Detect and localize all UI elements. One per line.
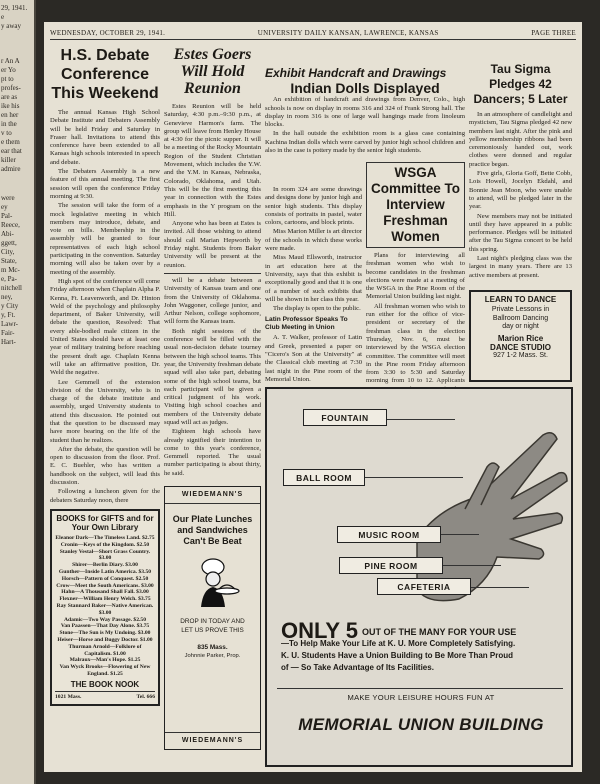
book-nook-ad <box>50 509 160 706</box>
wiedemanns-cta-2: LET US PROVE THIS <box>181 626 244 634</box>
wiedemanns-cta-1: DROP IN TODAY AND <box>180 617 245 625</box>
tau-sigma-headline: Tau Sigma Pledges 42 Dancers; 5 Later <box>473 62 568 106</box>
latin-professor-paragraph: A. T. Walker, professor of Latin and Greek, presented a paper on "Cicero's Son at the University" at the Classical club meeting at 7:30 last night in the Pine room of the Memorial Union. <box>265 334 362 383</box>
books-list <box>55 535 155 678</box>
tau-sigma-column <box>469 62 572 286</box>
adjacent-page-text: City, <box>1 248 15 256</box>
exhibit-paragraph: Miss Marion Miller is art director of the schools in which these works were made. <box>265 228 362 253</box>
debate-column <box>50 44 160 768</box>
book-item: Stanley Vestal—Short Grass Country. $3.00 <box>59 548 151 562</box>
adjacent-page-text: profes- <box>1 84 21 92</box>
tau-sigma-paragraph: New members may not be initiated until they have appeared in a public performance. Pledges will be initiated after the Tau Sigma concert to be held this spring. <box>469 212 572 253</box>
book-item: Flexner—William Henry Welch. $3.75 <box>59 596 151 603</box>
column-rule <box>164 273 261 274</box>
dance-ad-title: LEARN TO DANCE <box>484 295 557 304</box>
adjacent-page-text: ggett, <box>1 239 17 247</box>
adjacent-page-text: were <box>1 194 15 202</box>
latin-professor-headline: Latin Professor Speaks To Club Meeting in Union <box>265 316 348 332</box>
book-item: Malraux—Man's Hope. $1.25 <box>69 657 141 664</box>
debate-paragraph: After the debate, the question will be open to discussion from the floor. Prof. E. C. Buehler, who has written a handbook on the subject, will lead this discussion. <box>50 445 160 487</box>
tau-sigma-paragraph: In an atmosphere of candlelight and mysticism, Tau Sigma pledged 42 new members last night. After the pink and yellow membership ribbons had been ceremoniously handed out, work clothes were donned and regular practice began. <box>469 111 572 168</box>
room-label-music-room: MUSIC ROOM <box>337 526 441 543</box>
dance-instructor: Marion Rice <box>497 333 544 343</box>
estes-headline: Estes Goers Will Hold Reunion <box>173 46 252 97</box>
leader-line <box>363 477 463 478</box>
header-date: WEDNESDAY, OCTOBER 29, 1941. <box>50 28 166 37</box>
book-item: Gunther—Inside Latin America. $3.50 <box>58 568 152 575</box>
dance-studio-ad <box>469 290 572 382</box>
book-item: Eleanor Dark—The Timeless Land. $2.75 <box>55 534 155 541</box>
adjacent-page-text: y City <box>1 302 19 310</box>
exhibit-paragraph: In room 324 are some drawings and designs done by junior high and senior high students. This display consists of portraits in pastel, water colors, cartoons, and block prints. <box>265 186 362 227</box>
room-label-pine-room: PINE ROOM <box>339 557 443 574</box>
leader-line <box>385 419 455 420</box>
adjacent-page-text: in the <box>1 120 17 128</box>
chef-illustration-icon <box>183 553 243 609</box>
adjacent-page-text: Lawr- <box>1 320 18 328</box>
adjacent-page-text: 29, 1941. <box>1 4 28 12</box>
book-nook-name: THE BOOK NOOK <box>70 679 140 689</box>
adjacent-page-text: ney, <box>1 293 13 301</box>
dance-ad-line: Private Lessons in <box>491 306 550 313</box>
adjacent-page-text: er Yo <box>1 66 16 74</box>
debate-paragraph: High spot of the conference will come Friday afternoon when Chaplain Alpha P. Kenna, Ft. Leavenworth, and Dr. Hinton Weld of the psychology and philosophy department, of Baker University, will debate the question, Resolved: That every able-bodied male citizen in the United States should have at least one year of military training before reaching the present draft age. Chaplain Kenna will take an affirmative position, Dr. Weld the negative. <box>50 277 160 377</box>
leader-line <box>441 565 501 566</box>
leader-line <box>469 587 529 588</box>
book-item: Van Wyck Brooks—Flowering of New England. $1.25 <box>59 664 151 677</box>
book-nook-phone: Tel. 666 <box>136 694 155 701</box>
adjacent-page-text: en her <box>1 111 19 119</box>
dance-ad-line: day or night <box>502 323 539 331</box>
debate-headline: H.S. Debate Conference This Weekend <box>51 47 159 102</box>
dance-ad-line: Ballroom Dancing <box>492 314 549 322</box>
debate-paragraph: The session will take the form of a mock legislative meeting in which members may introduce, debate, and vote on bills. Membership in the assembly will be granted to four representatives of each high school participating in the convention. Saturday morning will also be taken over by a meeting of the assembly. <box>50 202 160 276</box>
adjacent-page-strip <box>0 0 36 784</box>
leisure-hours-line: MAKE YOUR LEISURE HOURS FUN AT <box>347 693 495 702</box>
wiedemanns-name-top: WIEDEMANN'S <box>165 487 260 504</box>
room-label-ballroom: BALL ROOM <box>283 469 365 486</box>
adjacent-page-text: e them <box>1 138 20 146</box>
adjacent-page-text: are as <box>1 93 18 101</box>
wiedemanns-blurb: Our Plate Lunches and Sandwiches Can't Be Beat <box>172 514 253 547</box>
estes-paragraph: Anyone who has been at Estes is invited. All those wishing to attend should call Marian Hepworth by Friday night. Students from Baker University will be present at the reunion. <box>164 220 261 269</box>
estes-paragraph: Estes Reunion will be held Saturday, 4:30 p.m.–9:30 p.m., at Genevieve Harmon's farm. The group will leave from Henley House at 4:30 for the picnic supper. It will be a meeting of the Rocky Mountain Region of the Student Christian Movement, which includes the Y.W. and the Y.M. in Kansas, Nebraska, Colorado, Oklahoma, and Utah. This will be the first meeting this year in connection with the Estes emphasis in the Y program on the Hill. <box>164 103 261 218</box>
exhibit-article-bottom <box>265 186 362 382</box>
book-item: Thurman Arnold—Folklore of Capitalism. $1.00 <box>68 643 142 657</box>
dance-studio-name: DANCE STUDIO <box>490 342 551 352</box>
room-label-cafeteria: CAFETERIA <box>377 578 471 595</box>
adjacent-page-text: ey <box>1 203 8 211</box>
adjacent-page-text: State, <box>1 257 17 265</box>
adjacent-page-text: Hart- <box>1 338 16 346</box>
adjacent-page-text: pt to <box>1 75 14 83</box>
adjacent-page-text: r An A <box>1 57 20 65</box>
wsga-headline: WSGA Committee To Interview Freshman Women <box>366 162 465 248</box>
adjacent-page-text: y away <box>1 22 22 30</box>
exhibit-paragraph: The display is open to the public. <box>273 305 361 313</box>
union-ad-line: of — So Take Advantage of Its Facilities. <box>281 663 434 672</box>
book-item: Crow—Meet the South Americans. $3.00 <box>56 582 154 589</box>
adjacent-page-text: nitchell <box>1 284 22 292</box>
wsga-column <box>366 162 465 385</box>
tau-sigma-paragraph: Five girls, Gloria Goff, Bette Cobb, Lois Howell, Jocelyn Ekdahl, and Bonnie Jean Moon, who were unable to attend, will be pledged later in the year. <box>469 170 572 211</box>
wsga-paragraph: Plans for interviewing all freshman women who wish to become candidates in the freshman elections were made at a meeting of the WSGA in the Pine Room of the Memorial Union building last night. <box>366 252 465 301</box>
memorial-union-building-title: MEMORIAL UNION BUILDING <box>298 715 544 734</box>
adjacent-page-text: y, Ft. <box>1 311 16 319</box>
book-item: Shirer—Berlin Diary. $3.00 <box>72 562 138 569</box>
adjacent-page-text: Fair- <box>1 329 15 337</box>
debate-article <box>50 109 160 505</box>
debate-paragraph: The annual Kansas High School Debate Institute and Debaters Assembly will be held Friday and Saturday in Fraser hall. Invitations to attend this conference have been extended to all Kansas high schools interested in speech and debate. <box>50 109 160 166</box>
book-item: Horsch—Pattern of Conquest. $2.50 <box>61 575 149 582</box>
newspaper-page <box>44 22 582 772</box>
adjacent-page-text: m Mc- <box>1 266 20 274</box>
union-ad-line: —To Help Make Your Life at K. U. More Completely Satisfying. <box>281 639 516 648</box>
adjacent-page-text: e, Pa- <box>1 275 17 283</box>
exhibit-banner: Exhibit Handcraft and Drawings <box>265 66 447 80</box>
debate-paragraph: Following a luncheon given for the debaters Saturday noon, there <box>50 488 160 504</box>
leader-line <box>439 534 479 535</box>
exhibit-paragraph: An exhibition of handcraft and drawings from Denver, Colo., high schools is now on display in rooms 316 and 324 of Frank Strong hall. The display in room 316 is one of large wall hangings made from linoleum blocks. <box>265 96 465 129</box>
debate-continued-paragraph: Both night sessions of the conference will be filled with the usual non-decision debate tourney between the high school teams. This year, the University freshman debate squad will also take part, debating some of the high school teams, but each participant will be given a critical judgment of his work. Visiting high school coaches and members of the University debate squad will act as judges. <box>164 327 261 426</box>
adjacent-page-text: ike his <box>1 102 20 110</box>
room-label-fountain: FOUNTAIN <box>303 409 387 426</box>
debate-continued-paragraph: Eighteen high schools have already signified their intention to come to this year's conference, Gemmell reported. The usual number participating is about thirty, he said. <box>164 428 261 477</box>
debate-paragraph: Lee Gemmell of the extension division of the University, who is in charge of the debate institute and assembly, urged University students to attend this discussion. He pointed out that the question to be discussed may have more bearing on the life of the student than he realizes. <box>50 378 160 444</box>
adjacent-page-text: Abi- <box>1 230 14 238</box>
memorial-union-ad <box>265 387 573 767</box>
adjacent-page-text: killer <box>1 156 16 164</box>
adjacent-page-text: admire <box>1 165 21 173</box>
wiedemanns-address: 835 Mass. <box>197 643 228 651</box>
tau-sigma-paragraph: Last night's pledging class was the largest in many years. There are 13 active members at present. <box>469 255 572 279</box>
wsga-paragraph: All freshman women who wish to run either for the office of vice-president or secretary of the freshman class in the election Thursday, Nov. 6, must be interviewed by the WSGA election committee. The committee will meet in the Pine room Friday afternoon from 3:30 to 5:30 and Saturday morning from 10 to 12. Applicants <box>366 302 465 385</box>
wiedemanns-ad <box>164 486 261 750</box>
adjacent-page-text: Pal- <box>1 212 13 220</box>
adjacent-page-text: e <box>1 13 5 21</box>
exhibit-paragraph: Miss Maud Ellsworth, instructor in art education here at the University, says that this exhibit is exceptionally good and that it is one of a number of such exhibits that will be shown in her class this year. <box>265 254 362 303</box>
header-page-number: PAGE THREE <box>531 28 576 37</box>
union-ad-line: K. U. Students Have a Union Building to Be More Than Proud <box>281 651 514 660</box>
only-five-subline: OUT OF THE MANY FOR YOUR USE <box>362 627 517 637</box>
dance-studio-address: 927 1-2 Mass. St. <box>493 351 548 359</box>
adjacent-page-text: ear that <box>1 147 22 155</box>
book-item: Heiser—Horse and Buggy Doctor. $1.00 <box>57 636 153 643</box>
books-ad-title: BOOKS for GIFTS and for Your Own Library <box>56 513 154 533</box>
book-item: Hahn—A Thousand Shall Fall. $3.00 <box>61 589 149 596</box>
book-nook-address: 1021 Mass. <box>55 694 82 701</box>
ad-divider <box>277 688 563 689</box>
book-nook-footer <box>55 691 155 701</box>
estes-column <box>164 44 261 768</box>
wiedemanns-proprietor: Johnnie Parker, Prop. <box>184 652 241 659</box>
page-header <box>50 26 576 40</box>
debate-paragraph: The Debaters Assembly is a new feature of this annual meeting. The first session will open the conference Friday morning at 9:30. <box>50 168 160 200</box>
wiedemanns-name-bottom: WIEDEMANN'S <box>165 732 260 749</box>
only-five-headline: ONLY 5 <box>281 618 359 643</box>
exhibit-paragraph: In the hall outside the exhibition room is a glass case containing Kachina Indian dolls which were carved by junior high school children and also in the case is pottery made by the senior high students. <box>265 130 465 155</box>
book-item: Adamic—Two Way Passage. $2.50 <box>64 616 146 623</box>
book-item: Stone—The Sun is My Undoing. $3.00 <box>59 630 151 637</box>
debate-continued-paragraph: will be a debate between a University of Kansas team and one from the University of Oklahoma. John Waggoner, college junior, and Arthur Nelson, college sophomore, will form the Kansas team. <box>164 276 261 326</box>
book-item: Ray Stannard Baker—Native American. $3.00 <box>56 602 154 616</box>
header-masthead: UNIVERSITY DAILY KANSAN, LAWRENCE, KANSAS <box>257 28 439 37</box>
book-item: Van Paassen—That Day Alone. $3.75 <box>60 623 150 630</box>
adjacent-page-text: v to <box>1 129 12 137</box>
indian-dolls-headline: Indian Dolls Displayed <box>290 80 440 96</box>
book-item: Cronin—Keys of the Kingdom. $2.50 <box>60 541 150 548</box>
union-ad-copy <box>281 618 563 674</box>
adjacent-page-text: Reece, <box>1 221 20 229</box>
